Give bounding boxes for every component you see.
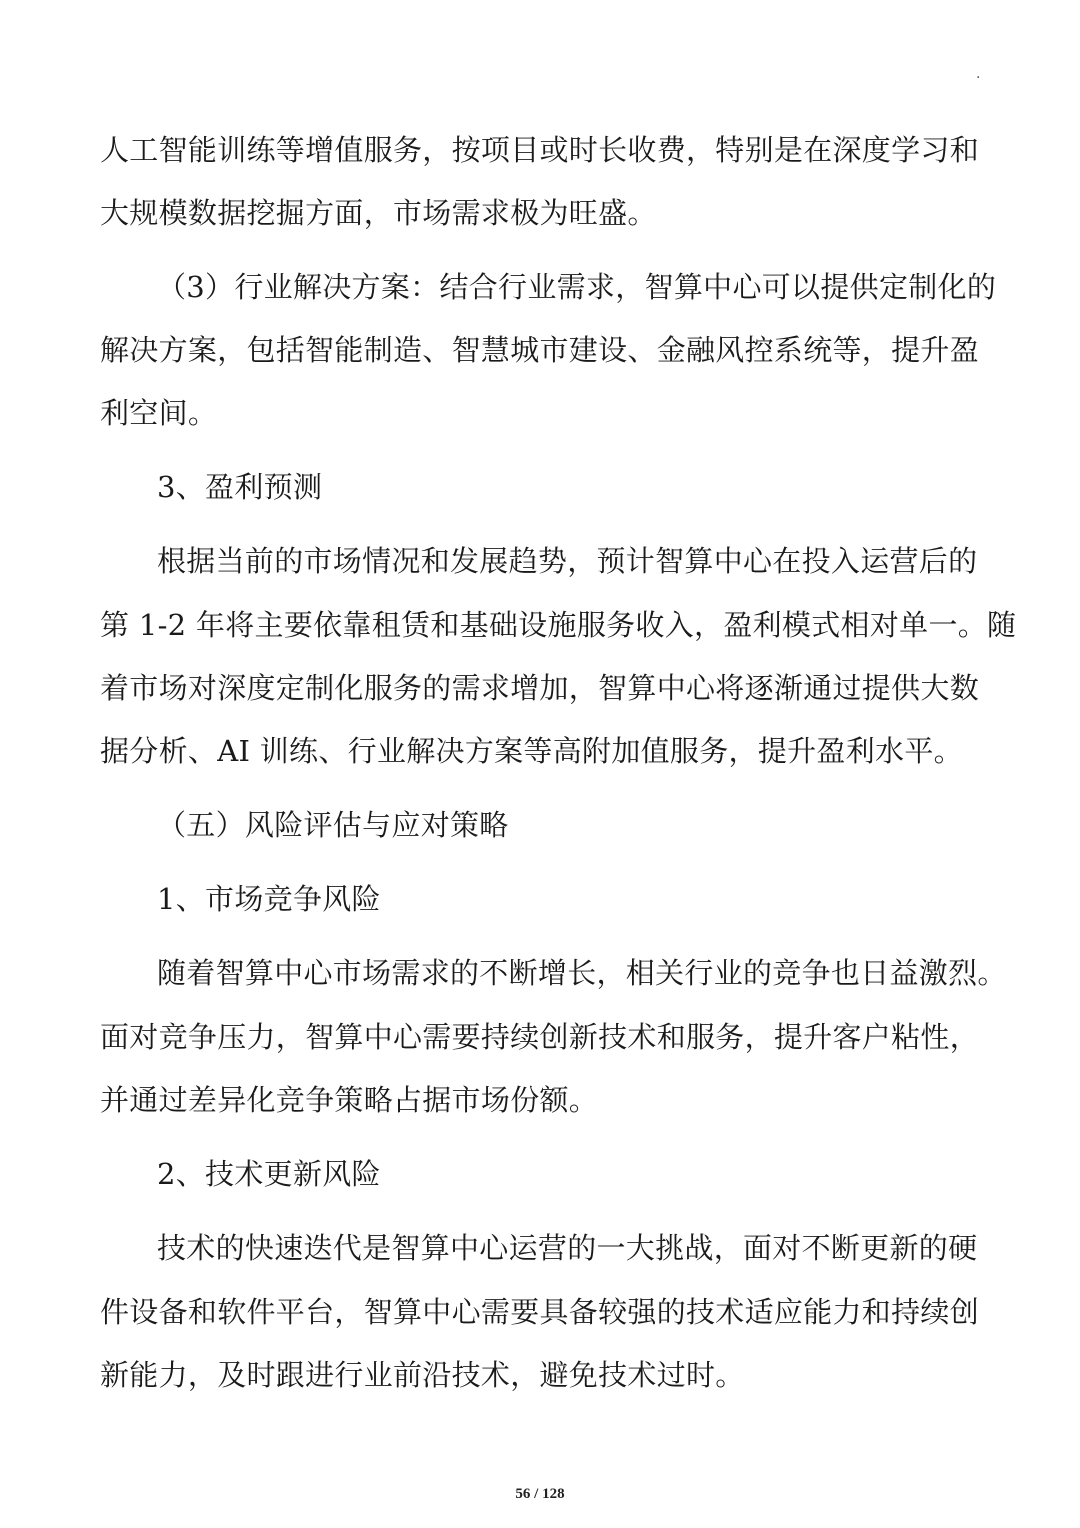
paragraph-line: 大规模数据挖掘方面，市场需求极为旺盛。 xyxy=(100,196,657,230)
section-heading: 2、技术更新风险 xyxy=(157,1157,381,1191)
paragraph-line: 并通过差异化竞争策略占据市场份额。 xyxy=(100,1083,599,1117)
paragraph-line: 利空间。 xyxy=(100,396,218,430)
section-heading: （五）风险评估与应对策略 xyxy=(157,808,509,842)
section-heading: 3、盈利预测 xyxy=(157,470,323,504)
paragraph-line: 件设备和软件平台，智算中心需要具备较强的技术适应能力和持续创 xyxy=(100,1295,980,1329)
paragraph-line: 人工智能训练等增值服务，按项目或时长收费，特别是在深度学习和 xyxy=(100,133,980,167)
paragraph-line: 技术的快速迭代是智算中心运营的一大挑战，面对不断更新的硬 xyxy=(157,1231,978,1265)
paragraph-line: 新能力，及时跟进行业前沿技术，避免技术过时。 xyxy=(100,1358,745,1392)
paragraph-line: 根据当前的市场情况和发展趋势，预计智算中心在投入运营后的 xyxy=(157,544,978,578)
paragraph-line: 随着智算中心市场需求的不断增长，相关行业的竞争也日益激烈。 xyxy=(157,956,1007,990)
paragraph-line: 面对竞争压力，智算中心需要持续创新技术和服务，提升客户粘性， xyxy=(100,1020,980,1054)
paragraph-line: 着市场对深度定制化服务的需求增加，智算中心将逐渐通过提供大数 xyxy=(100,671,980,705)
paragraph-line: 据分析、AI 训练、行业解决方案等高附加值服务，提升盈利水平。 xyxy=(100,734,963,768)
corner-mark: · xyxy=(976,70,981,86)
page-number: 56 / 128 xyxy=(515,1486,565,1502)
section-heading: 1、市场竞争风险 xyxy=(157,882,381,916)
paragraph-line: 第 1-2 年将主要依靠租赁和基础设施服务收入，盈利模式相对单一。随 xyxy=(100,608,1017,642)
paragraph-line: （3）行业解决方案：结合行业需求，智算中心可以提供定制化的 xyxy=(157,270,997,304)
paragraph-line: 解决方案，包括智能制造、智慧城市建设、金融风控系统等，提升盈 xyxy=(100,333,980,367)
